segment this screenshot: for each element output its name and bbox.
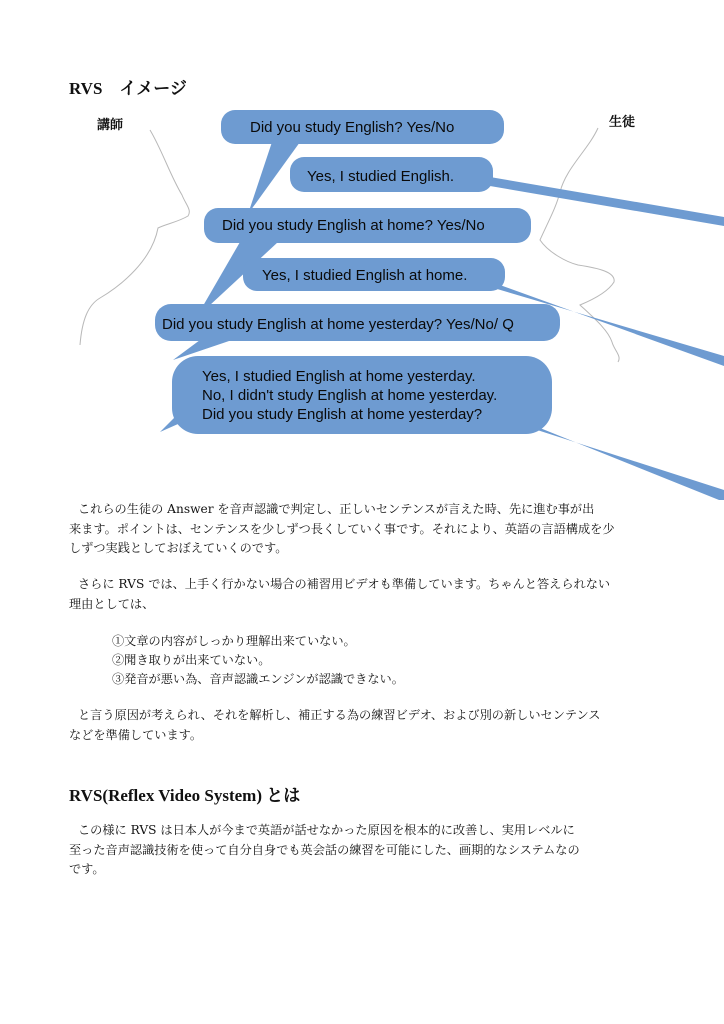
bubble-text-a3-line1: Yes, I studied English at home yesterday. (202, 368, 476, 385)
section-title-rvs-image: RVS イメージ (69, 79, 187, 98)
conversation-diagram (0, 100, 724, 500)
paragraph-rvs-summary: この様に RVS は日本人が今まで英語が話せなかった原因を根本的に改善し、実用レベルに 至った音声認識技術を使って自分自身でも英会話の練習を可能にした、画期的なシステムなの です。 (69, 823, 580, 876)
teacher-label: 講師 (97, 118, 124, 133)
reason-item-1: ①文章の内容がしっかり理解出来ていない。 (112, 634, 356, 648)
section-title-rvs-definition: RVS(Reflex Video System) とは (69, 786, 301, 805)
bubble-text-q1: Did you study English? Yes/No (250, 119, 455, 136)
reason-item-3: ③発音が悪い為、音声認識エンジンが認識できない。 (112, 672, 404, 686)
bubble-text-q2: Did you study English at home? Yes/No (222, 217, 485, 234)
reason-item-2: ②聞き取りが出来ていない。 (112, 653, 271, 667)
paragraph-remedial-video: さらに RVS では、上手く行かない場合の補習用ビデオも準備しています。ちゃんと答えられない 理由としては、 (69, 577, 611, 611)
paragraph-answer-judgement: これらの生徒の Answer を音声認識で判定し、正しいセンテンスが言えた時、先に進む事が出 来ます。ポイントは、センテンスを少しずつ長くしていく事です。それにより、英語の言語構成を少 しずつ実践としておぼえていくのです。 (69, 502, 615, 555)
bubble-text-a3-line2: No, I didn't study English at home yesterday. (202, 387, 498, 404)
bubble-text-q3: Did you study English at home yesterday? Yes/No/ Q (162, 316, 514, 333)
bubble-text-a1: Yes, I studied English. (307, 168, 455, 185)
paragraph-causes: と言う原因が考えられ、それを解析し、補正する為の練習ビデオ、および別の新しいセンテンス などを準備しています。 (69, 708, 601, 742)
student-label: 生徒 (609, 115, 636, 130)
bubble-text-a3-line3: Did you study English at home yesterday? (202, 406, 483, 423)
bubble-text-a2: Yes, I studied English at home. (262, 267, 468, 284)
